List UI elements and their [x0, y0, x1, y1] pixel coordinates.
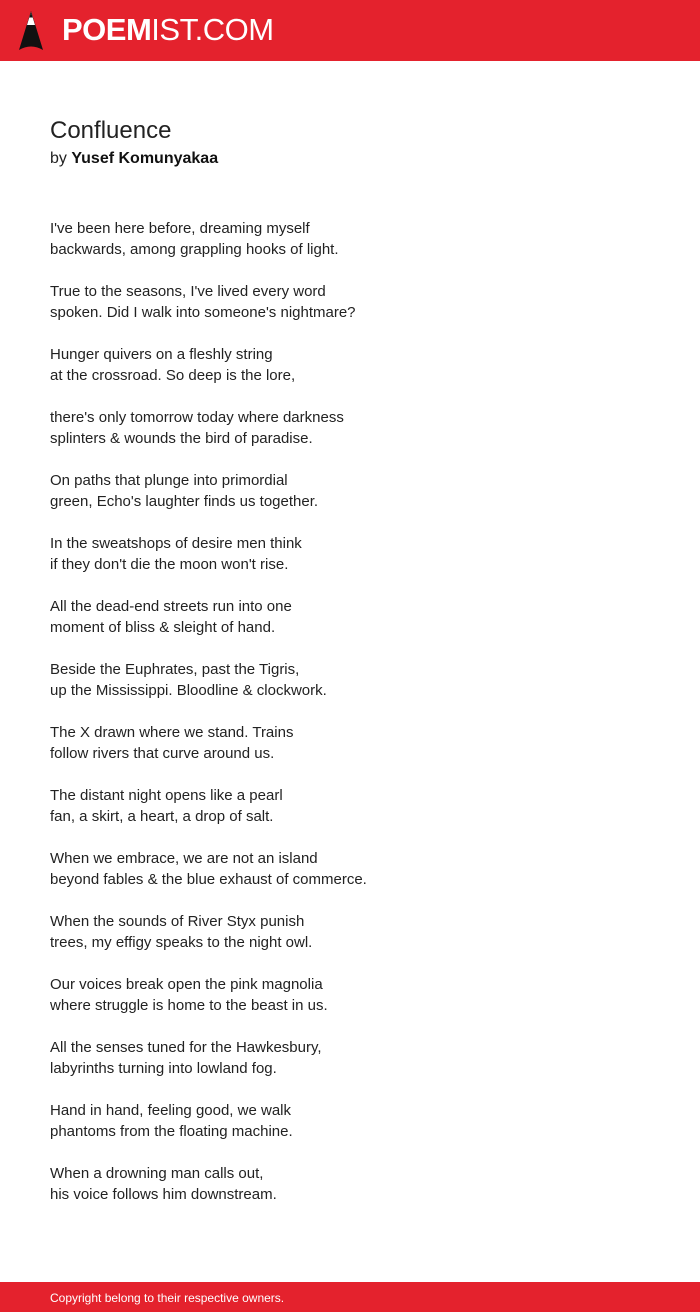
site-logo[interactable] [62, 12, 274, 48]
stanza [50, 659, 650, 701]
logo-bold-text: POEM [62, 12, 152, 47]
poem-line: Beside the Euphrates, past the Tigris, [50, 661, 300, 678]
poem-line: The distant night opens like a pearl [50, 787, 283, 804]
poem-line: beyond fables & the blue exhaust of commerce. [50, 871, 367, 888]
poem-line: True to the seasons, I've lived every word [50, 283, 326, 300]
byline-prefix: by [50, 150, 67, 167]
poem-line: I've been here before, dreaming myself [50, 220, 310, 237]
poem-byline [50, 148, 218, 170]
poem-line: When the sounds of River Styx punish [50, 913, 305, 930]
site-header [0, 0, 700, 61]
stanza [50, 533, 650, 575]
poem-line: All the senses tuned for the Hawkesbury, [50, 1039, 322, 1056]
poem-line: splinters & wounds the bird of paradise. [50, 430, 313, 447]
poem-line: When a drowning man calls out, [50, 1165, 264, 1182]
poem-line: up the Mississippi. Bloodline & clockwork. [50, 682, 327, 699]
stanza [50, 722, 650, 764]
poem-line: his voice follows him downstream. [50, 1186, 277, 1203]
poem-line: at the crossroad. So deep is the lore, [50, 367, 296, 384]
poem-title: Confluence [50, 117, 172, 144]
stanza [50, 1100, 650, 1142]
stanza [50, 1163, 650, 1205]
poem-line: In the sweatshops of desire men think [50, 535, 302, 552]
poem-line: moment of bliss & sleight of hand. [50, 619, 276, 636]
poem-body [50, 218, 650, 1226]
stanza [50, 407, 650, 449]
stanza [50, 470, 650, 512]
poem-line: Hand in hand, feeling good, we walk [50, 1102, 291, 1119]
logo-light-text: IST.COM [151, 12, 274, 47]
stanza [50, 218, 650, 260]
poem-line: labyrinths turning into lowland fog. [50, 1060, 277, 1077]
stanza [50, 1037, 650, 1079]
poem-line: Our voices break open the pink magnolia [50, 976, 323, 993]
poem-line: Hunger quivers on a fleshly string [50, 346, 273, 363]
poem-line: All the dead-end streets run into one [50, 598, 292, 615]
copyright-text: Copyright belong to their respective owners. [50, 1291, 285, 1305]
stanza [50, 344, 650, 386]
poem-line: where struggle is home to the beast in us. [50, 997, 328, 1014]
poem-line: spoken. Did I walk into someone's nightmare? [50, 304, 356, 321]
poem-line: green, Echo's laughter finds us together. [50, 493, 319, 510]
poem-line: On paths that plunge into primordial [50, 472, 288, 489]
poem-line: backwards, among grappling hooks of light. [50, 241, 339, 258]
poem-line: When we embrace, we are not an island [50, 850, 318, 867]
poem-line: fan, a skirt, a heart, a drop of salt. [50, 808, 274, 825]
poem-line: phantoms from the floating machine. [50, 1123, 293, 1140]
stanza [50, 596, 650, 638]
stanza [50, 848, 650, 890]
poem-line: if they don't die the moon won't rise. [50, 556, 289, 573]
pencil-icon[interactable] [18, 10, 44, 52]
stanza [50, 974, 650, 1016]
poem-line: follow rivers that curve around us. [50, 745, 275, 762]
stanza [50, 785, 650, 827]
stanza [50, 911, 650, 953]
poem-line: there's only tomorrow today where darkness [50, 409, 344, 426]
stanza [50, 281, 650, 323]
author-name: Yusef Komunyakaa [71, 150, 219, 167]
poem-line: trees, my effigy speaks to the night owl. [50, 934, 313, 951]
poem-line: The X drawn where we stand. Trains [50, 724, 294, 741]
site-footer [0, 1282, 700, 1312]
